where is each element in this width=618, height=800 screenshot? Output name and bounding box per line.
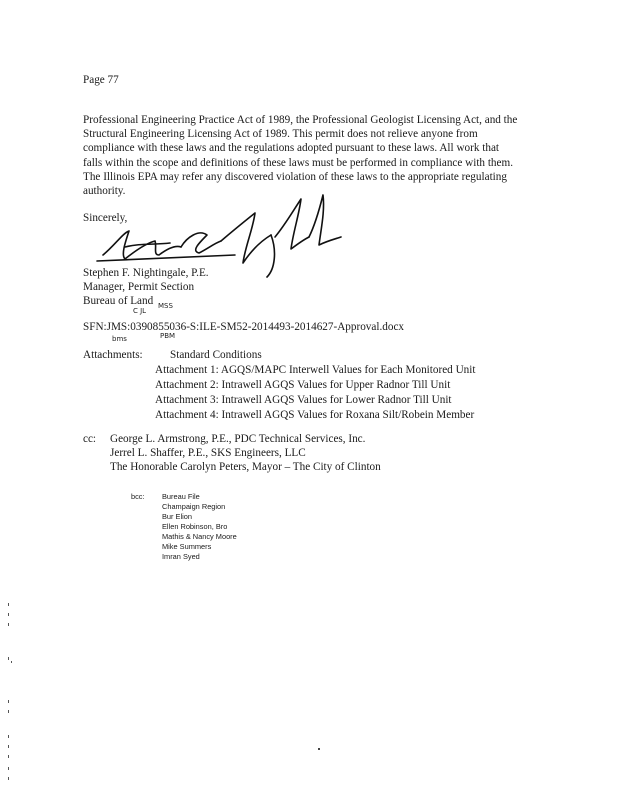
bcc-recipient: Champaign Region — [162, 502, 226, 511]
bcc-recipient: Ellen Robinson, Bro — [162, 522, 228, 531]
attachment-item: Attachment 4: Intrawell AGQS Values for Roxana Silt/Robein Member — [155, 409, 475, 421]
cc-label: cc: — [83, 433, 97, 445]
paragraph-line: falls within the scope and definitions of these laws must be performed in compliance with them. — [83, 156, 513, 169]
paragraph-line: The Illinois EPA may refer any discovered violation of these laws to the appropriate regulating — [83, 170, 507, 183]
paragraph-line: authority. — [83, 185, 126, 198]
handwritten-initials: MSS — [158, 302, 173, 310]
handwritten-initials: PBM — [160, 332, 176, 340]
handwritten-initials: bms — [112, 335, 127, 343]
signer-bureau: Bureau of Land — [83, 295, 154, 308]
bcc-recipient: Bureau File — [162, 492, 200, 501]
bcc-recipients — [162, 492, 237, 562]
bcc-label: bcc: — [131, 492, 145, 501]
cc-recipient: Jerrel L. Shaffer, P.E., SKS Engineers, LLC — [110, 447, 306, 460]
signer-title: Manager, Permit Section — [83, 281, 195, 294]
attachment-item: Attachment 3: Intrawell AGQS Values for Lower Radnor Till Unit — [155, 394, 452, 406]
bcc-recipient: Imran Syed — [162, 552, 200, 561]
scan-speck — [318, 748, 320, 750]
attachments-label: Attachments: — [83, 349, 143, 361]
signature-block — [83, 266, 209, 309]
paragraph-line: Structural Engineering Licensing Act of 1989. This permit does not relieve anyone from — [83, 128, 478, 141]
signer-name: Stephen F. Nightingale, P.E. — [83, 267, 209, 279]
attachments-title: Standard Conditions — [170, 349, 262, 361]
closing-salutation: Sincerely, — [83, 212, 128, 224]
cc-recipient: George L. Armstrong, P.E., PDC Technical Services, Inc. — [110, 433, 366, 445]
paragraph-line: compliance with these laws and the regulations adopted pursuant to these laws. All work that — [83, 142, 500, 155]
bcc-recipient: Mike Summers — [162, 542, 212, 551]
attachment-item: Attachment 1: AGQS/MAPC Interwell Values for Each Monitored Unit — [155, 364, 476, 376]
bcc-recipient: Mathis & Nancy Moore — [162, 532, 237, 541]
page-number: Page 77 — [83, 74, 119, 86]
cc-recipients — [110, 432, 381, 475]
cc-recipient: The Honorable Carolyn Peters, Mayor – The City of Clinton — [110, 461, 381, 474]
attachment-item: Attachment 2: Intrawell AGQS Values for Upper Radnor Till Unit — [155, 379, 451, 391]
bcc-recipient: Bur Elion — [162, 512, 192, 521]
paragraph-line: Professional Engineering Practice Act of 1989, the Professional Geologist Licensing Act, and the — [83, 114, 518, 126]
file-reference: SFN:JMS:0390855036-S:ILE-SM52-2014493-2014627-Approval.docx — [83, 321, 405, 333]
handwritten-initials: C JL — [133, 307, 147, 315]
scan-margin-marks — [4, 595, 14, 795]
